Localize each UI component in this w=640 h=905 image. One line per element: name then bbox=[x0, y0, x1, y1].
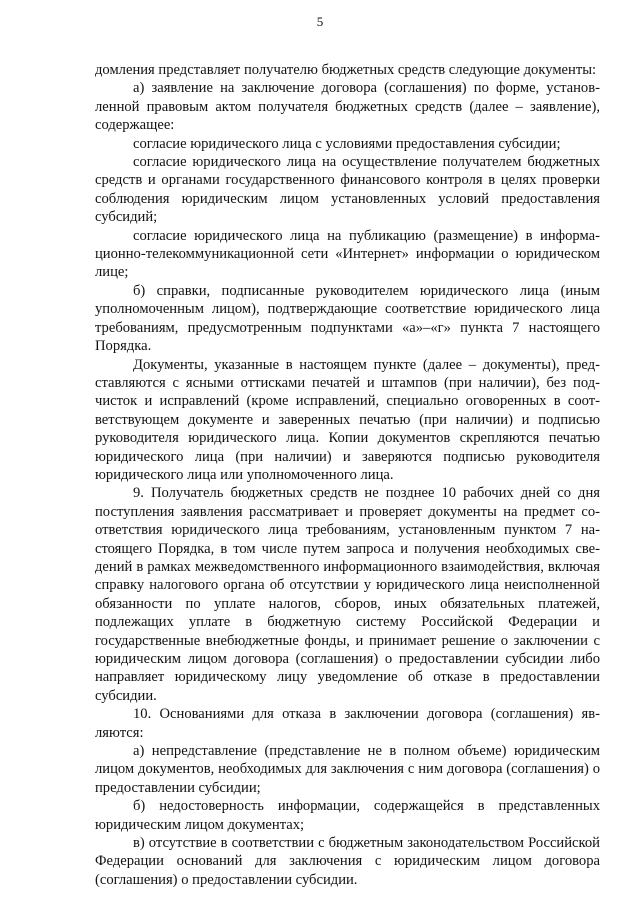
paragraph-refusal-b: б) недостоверность информации, содержащейся в представленных юридическим лицом документах; bbox=[95, 798, 600, 833]
paragraph-refusal-c: в) отсутствие в соответствии с бюджетным законодательством Российской Федерации оснований для заключения с юридическим лицом договора (соглашения) о предоставлении субсидии. bbox=[95, 835, 600, 888]
paragraph-clause-10: 10. Основаниями для отказа в заключении договора (соглашения) являются: bbox=[95, 706, 600, 741]
paragraph-continuation: домления представляет получателю бюджетных средств следующие документы: bbox=[95, 62, 597, 78]
paragraph-clause-9: 9. Получатель бюджетных средств не позднее 10 рабочих дней со дня поступления заявления рассматривает и проверяет документы на предмет соответствия юридического лица требованиям, установленным пунктом 7 настоящего Порядка, в том числе путем запроса и получения необходимых сведений в рамках межведомственного информационного взаимодействия, включая справку налогового органа об отсутствии у юридического лица неисполненной обязанности по уплате налогов, сборов, иных обязательных платежей, подлежащих уплате в бюджетную систему Российской Федерации и государственные внебюджетные фонды, и принимает решение о заключении с юридическим лицом договора (соглашения) о предоставлении субсидии либо направляет юридическому лицу уведомление об отказе в предоставлении субсидии. bbox=[95, 485, 600, 704]
paragraph-consent-publication: согласие юридического лица на публикацию (размещение) в информационно-телекоммуникационной сети «Интернет» информации о юридическом лице; bbox=[95, 227, 600, 281]
paragraph-documents-requirements: Документы, указанные в настоящем пункте (далее – документы), представляются с ясными оттисками печатей и штампов (при наличии), без подчисток и исправлений (кроме исправлений, специально оговоренных в соответствующем документе и заверенных печатью (при наличии) и подписью руководителя юридического лица. Копии документов скрепляются печатью юридического лица (при наличии) и заверяются подписью руководителя юридического лица или уполномоченного лица. bbox=[95, 356, 600, 483]
paragraph-refusal-a: а) непредставление (представление не в полном объеме) юридическим лицом документов, необходимых для заключения с ним договора (соглашения) о предоставлении субсидии; bbox=[95, 743, 600, 796]
paragraph-item-b-certificates: б) справки, подписанные руководителем юридического лица (иным уполномоченным лицом), подтверждающие соответствие юридического лица требованиям, предусмотренным подпунктами «а»–«г» пункта 7 настоящего Порядка. bbox=[95, 282, 600, 355]
paragraph-consent-conditions: согласие юридического лица с условиями предоставления субсидии; bbox=[133, 135, 561, 152]
paragraph-consent-audit: согласие юридического лица на осуществление получателем бюджетных средств и органами государственного финансового контроля в целях проверки соблюдения юридическим лицом установленных условий предоставления субсидий; bbox=[95, 154, 600, 226]
page-number: 5 bbox=[316, 14, 324, 29]
document-body bbox=[95, 61, 600, 889]
paragraph-item-a-application: а) заявление на заключение договора (соглашения) по форме, установленной правовым актом получателя бюджетных средств (далее – заявление), содержащее: bbox=[95, 80, 600, 134]
